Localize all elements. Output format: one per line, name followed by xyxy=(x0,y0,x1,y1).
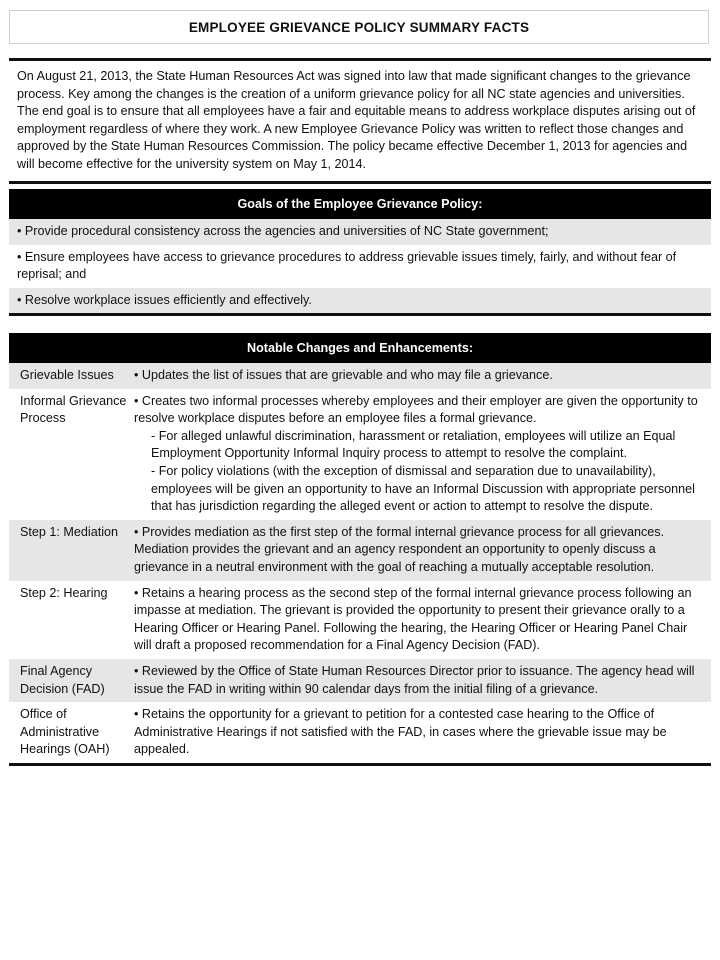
change-content xyxy=(134,393,711,516)
change-row xyxy=(9,702,711,763)
change-label: Informal Grievance Process xyxy=(20,393,127,426)
goal-item: • Provide procedural consistency across the agencies and universities of NC State government; xyxy=(9,219,711,245)
change-description: • Updates the list of issues that are grievable and who may file a grievance. xyxy=(134,368,553,382)
changes-header: Notable Changes and Enhancements: xyxy=(9,333,711,363)
change-subpoint: - For policy violations (with the exception of dismissal and separation due to unavailability), employees will be given an opportunity to have an Informal Discussion with appropriate personnel that has jurisdiction regarding the alleged event or action to attempt to resolve the dispute. xyxy=(151,463,695,514)
change-label: Grievable Issues xyxy=(20,368,114,382)
change-label: Office of Administrative Hearings (OAH) xyxy=(20,707,110,757)
goal-item: • Resolve workplace issues efficiently and effectively. xyxy=(9,288,711,314)
changes-section xyxy=(9,333,711,766)
goals-header: Goals of the Employee Grievance Policy: xyxy=(9,189,711,219)
change-row xyxy=(9,659,711,702)
change-label: Step 2: Hearing xyxy=(20,585,108,600)
change-label: Final Agency Decision (FAD) xyxy=(20,663,105,696)
change-description: • Retains a hearing process as the second step of the formal internal grievance process following an impasse at mediation. The grievant is provided the opportunity to present their grievance orally to a Hearing Officer or Hearing Panel. Following the hearing, the Hearing Officer or Hearing Panel Chair will draft a proposed recommendation for a Final Agency Decision (FAD). xyxy=(134,585,692,653)
change-description: • Creates two informal processes whereby employees and their employer are given the opportunity to resolve workplace disputes before an employee files a formal grievance. xyxy=(134,393,698,426)
intro-paragraph: On August 21, 2013, the State Human Resources Act was signed into law that made significant changes to the grievance process. Key among the changes is the creation of a uniform grievance policy for all NC state agencies and universities. The end goal is to ensure that all employees have a fair and equitable means to address workplace disputes arising out of employment regardless of where they work. A new Employee Grievance Policy was written to reflect those changes and approved by the State Human Resources Commission. The policy became effective December 1, 2013 for agencies and will become effective for the university system on May 1, 2014. xyxy=(9,58,711,184)
change-row xyxy=(9,520,711,581)
change-description: • Provides mediation as the first step of the formal internal grievance process for all grievances. Mediation provides the grievant and an agency respondent an opportunity to openly discuss a grievance in a neutral environment with the goal of reaching a mutually acceptable resolution. xyxy=(134,524,665,574)
change-row xyxy=(9,581,711,659)
change-description: • Retains the opportunity for a grievant to petition for a contested case hearing to the Office of Administrative Hearings if not satisfied with the FAD, in cases where the grievable issue may be appealed. xyxy=(134,707,667,757)
change-description: • Reviewed by the Office of State Human Resources Director prior to issuance. The agency head will issue the FAD in writing within 90 calendar days from the initial filing of a grievance. xyxy=(134,663,695,696)
change-subpoint: - For alleged unlawful discrimination, harassment or retaliation, employees will utilize an Equal Employment Opportunity Informal Inquiry process to attempt to resolve the complaint. xyxy=(151,428,676,461)
goal-item: • Ensure employees have access to grievance procedures to address grievable issues timely, fairly, and without fear of reprisal; and xyxy=(17,249,677,282)
goals-section xyxy=(9,189,711,316)
document-title: EMPLOYEE GRIEVANCE POLICY SUMMARY FACTS xyxy=(9,10,709,44)
change-label: Step 1: Mediation xyxy=(20,524,119,539)
change-row xyxy=(9,363,711,389)
change-row xyxy=(9,389,711,520)
